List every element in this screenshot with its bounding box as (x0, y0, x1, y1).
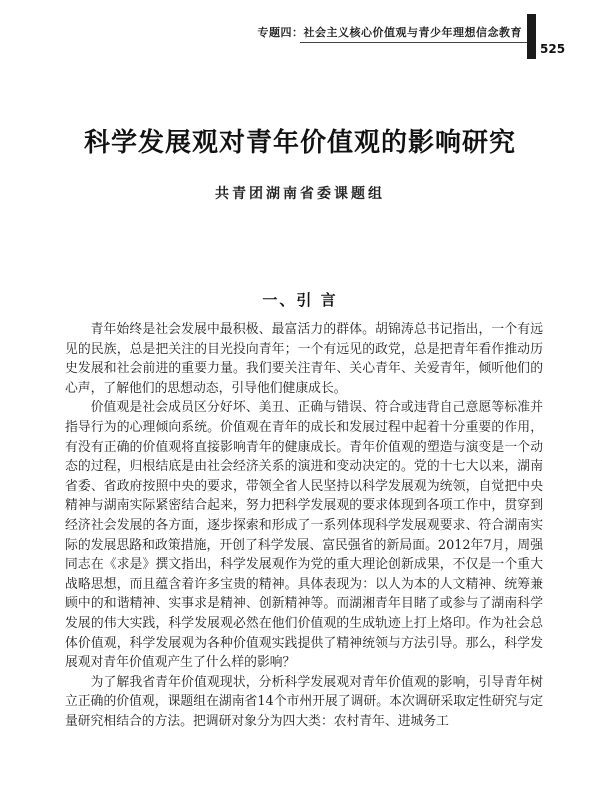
header-rule (300, 42, 530, 43)
paragraph-2: 价值观是社会成员区分好坏、美丑、正确与错误、符合或违背自己意愿等标准并指导行为的心理倾向系统。价值观在青年的成长和发展过程中起着十分重要的作用，有没有正确的价值观将直接影响青年的健康成长。青年价值观的塑造与演变是一个动态的过程，归根结底是由社会经济关系的演进和变动决定的。党的十七大以来，湖南省委、省政府按照中央的要求，带领全省人民坚持以科学发展观为统领，自觉把中央精神与湖南实际紧密结合起来，努力把科学发展观的要求体现到各项工作中，贯穿到经济社会发展的各方面，逐步探索和形成了一系列体现科学发展观要求、符合湖南实际的发展思路和政策措施，开创了科学发展、富民强省的新局面。2012年7月，周强同志在《求是》撰文指出，科学发展观作为党的重大理论创新成果，不仅是一个重大战略思想，而且蕴含着许多宝贵的精神。具体表现为：以人为本的人文精神、统筹兼顾中的和谐精神、实事求是精神、创新精神等。而湖湘青年目睹了或参与了湖南科学发展的伟大实践，科学发展观必然在他们价值观的生成轨迹上打上烙印。作为社会总体价值观，科学发展观为各种价值观实践提供了精神统领与方法引导。那么，科学发展观对青年价值观产生了什么样的影响？ (65, 400, 543, 671)
article-author: 共青团湖南省委课题组 (215, 186, 385, 202)
article-body (65, 320, 543, 731)
running-head: 专题四：社会主义核心价值观与青少年理想信念教育 (257, 26, 522, 39)
paragraph-1: 青年始终是社会发展中最积极、最富活力的群体。胡锦涛总书记指出，一个有远见的民族，总是把关注的目光投向青年；一个有远见的政党，总是把青年看作推动历史发展和社会前进的重要力量。我们要关注青年、关心青年、关爱青年，倾听他们的心声，了解他们的思想动态，引导他们健康成长。 (65, 322, 543, 396)
paragraph-3: 为了解我省青年价值观现状，分析科学发展观对青年价值观的影响，引导青年树立正确的价值观，课题组在湖南省14个市州开展了调研。本次调研采取定性研究与定量研究相结合的方法。把调研对象分为四大类：农村青年、进城务工 (65, 674, 543, 729)
page-number: 525 (540, 42, 566, 56)
chapter-thumb-tab (527, 14, 536, 59)
article-title: 科学发展观对青年价值观的影响研究 (83, 128, 516, 158)
section-heading: 一、引 言 (262, 291, 338, 309)
